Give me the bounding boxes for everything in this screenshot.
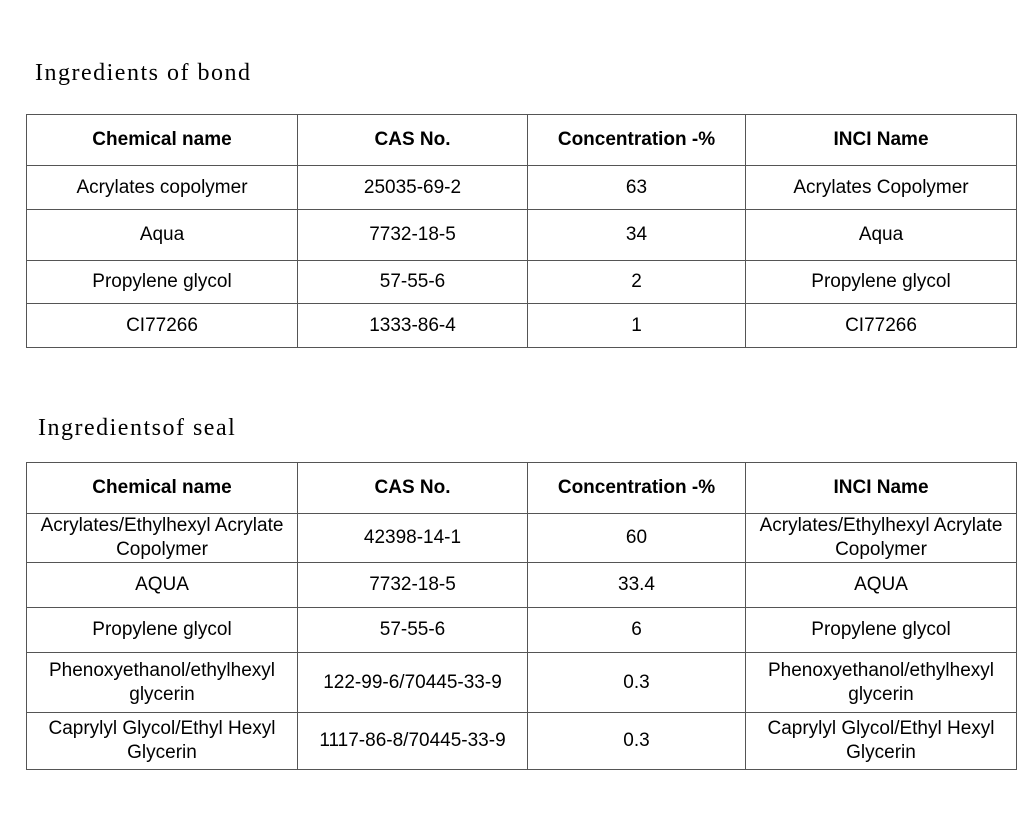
table-row bbox=[27, 563, 1017, 608]
table-row bbox=[27, 304, 1017, 348]
inci-name-cell: CI77266 bbox=[746, 304, 1017, 348]
cas-no-cell: 57-55-6 bbox=[298, 261, 528, 304]
bond-ingredients-table bbox=[26, 114, 1017, 348]
concentration-cell: 0.3 bbox=[528, 713, 746, 770]
chemical-name-cell: Acrylates copolymer bbox=[27, 166, 298, 210]
table-row bbox=[27, 166, 1017, 210]
chemical-name-cell: Caprylyl Glycol/Ethyl Hexyl Glycerin bbox=[27, 713, 298, 770]
concentration-cell: 0.3 bbox=[528, 653, 746, 713]
concentration-cell: 1 bbox=[528, 304, 746, 348]
inci-name-cell: Acrylates Copolymer bbox=[746, 166, 1017, 210]
column-header-concentration: Concentration -% bbox=[528, 463, 746, 514]
chemical-name-cell: Acrylates/Ethylhexyl Acrylate Copolymer bbox=[27, 514, 298, 563]
concentration-cell: 63 bbox=[528, 166, 746, 210]
inci-name-cell: Propylene glycol bbox=[746, 608, 1017, 653]
concentration-cell: 34 bbox=[528, 210, 746, 261]
cas-no-cell: 42398-14-1 bbox=[298, 514, 528, 563]
table-row bbox=[27, 210, 1017, 261]
concentration-cell: 6 bbox=[528, 608, 746, 653]
seal-ingredients-table bbox=[26, 462, 1017, 770]
concentration-cell: 2 bbox=[528, 261, 746, 304]
inci-name-cell: Caprylyl Glycol/Ethyl Hexyl Glycerin bbox=[746, 713, 1017, 770]
table-header-row bbox=[27, 115, 1017, 166]
chemical-name-cell: Propylene glycol bbox=[27, 261, 298, 304]
table-row bbox=[27, 608, 1017, 653]
cas-no-cell: 122-99-6/70445-33-9 bbox=[298, 653, 528, 713]
seal-section-title: Ingredientsof seal bbox=[38, 415, 237, 441]
column-header-inci-name: INCI Name bbox=[746, 463, 1017, 514]
chemical-name-cell: Propylene glycol bbox=[27, 608, 298, 653]
column-header-cas-no: CAS No. bbox=[298, 115, 528, 166]
inci-name-cell: Phenoxyethanol/ethylhexyl glycerin bbox=[746, 653, 1017, 713]
inci-name-cell: Propylene glycol bbox=[746, 261, 1017, 304]
column-header-inci-name: INCI Name bbox=[746, 115, 1017, 166]
table-header-row bbox=[27, 463, 1017, 514]
cas-no-cell: 1333-86-4 bbox=[298, 304, 528, 348]
cas-no-cell: 57-55-6 bbox=[298, 608, 528, 653]
cas-no-cell: 7732-18-5 bbox=[298, 210, 528, 261]
chemical-name-cell: Aqua bbox=[27, 210, 298, 261]
cas-no-cell: 25035-69-2 bbox=[298, 166, 528, 210]
table-row bbox=[27, 261, 1017, 304]
chemical-name-cell: AQUA bbox=[27, 563, 298, 608]
concentration-cell: 33.4 bbox=[528, 563, 746, 608]
chemical-name-cell: Phenoxyethanol/ethylhexyl glycerin bbox=[27, 653, 298, 713]
bond-section-title: Ingredients of bond bbox=[35, 60, 252, 86]
column-header-concentration: Concentration -% bbox=[528, 115, 746, 166]
cas-no-cell: 7732-18-5 bbox=[298, 563, 528, 608]
chemical-name-cell: CI77266 bbox=[27, 304, 298, 348]
concentration-cell: 60 bbox=[528, 514, 746, 563]
inci-name-cell: AQUA bbox=[746, 563, 1017, 608]
table-row bbox=[27, 514, 1017, 563]
inci-name-cell: Aqua bbox=[746, 210, 1017, 261]
table-row bbox=[27, 653, 1017, 713]
column-header-cas-no: CAS No. bbox=[298, 463, 528, 514]
inci-name-cell: Acrylates/Ethylhexyl Acrylate Copolymer bbox=[746, 514, 1017, 563]
column-header-chemical-name: Chemical name bbox=[27, 463, 298, 514]
table-row bbox=[27, 713, 1017, 770]
cas-no-cell: 1117-86-8/70445-33-9 bbox=[298, 713, 528, 770]
column-header-chemical-name: Chemical name bbox=[27, 115, 298, 166]
